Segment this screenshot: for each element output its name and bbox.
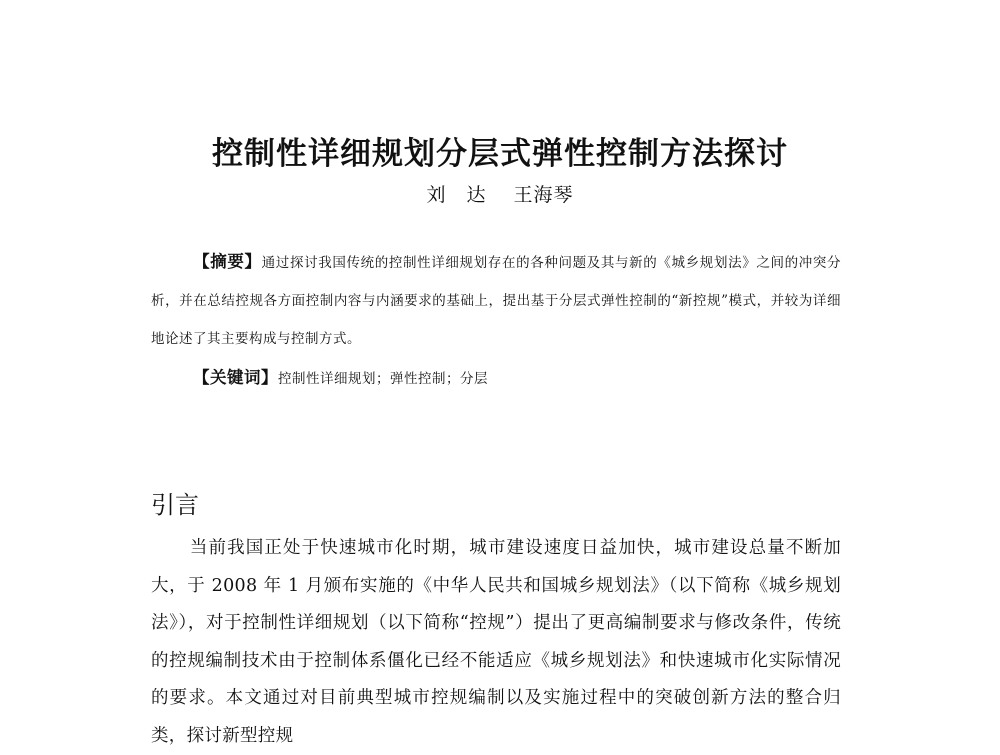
keywords-text: 控制性详细规划；弹性控制；分层 — [278, 371, 488, 387]
abstract-text: 通过探讨我国传统的控制性详细规划存在的各种问题及其与新的《城乡规划法》之间的冲突分析，并在总结控规各方面控制内容与内涵要求的基础上，提出基于分层式弹性控制的“新控规”模式，并较为详细地论述了其主要构成与控制方式。 — [151, 255, 842, 347]
abstract-label: 【摘要】 — [193, 252, 262, 271]
paragraph-text: 当前我国正处于快速城市化时期，城市建设速度日益加快，城市建设总量不断加大，于 2008 年 1 月颁布实施的《中华人民共和国城乡规划法》（以下简称《城乡规划法》），对于控制性详细规划（以下简称“控规”）提出了更高编制要求与修改条件，传统的控规编制技术由于控制体系僵化已经不能适应《城乡规划法》和快速城市化实际情况的要求。本文通过对目前典型城市控规编制以及实施过程中的突破创新方法的整合归类，探讨新型控规 — [151, 538, 841, 746]
paper-title: 控制性详细规划分层式弹性控制方法探讨 — [212, 136, 788, 172]
paper-authors: 刘 达 王海琴 — [426, 184, 574, 206]
section-heading: 引言 — [151, 491, 199, 519]
keywords-label: 【关键词】 — [193, 368, 278, 387]
body-paragraph — [151, 530, 841, 755]
abstract-block — [151, 243, 841, 358]
keywords-block — [193, 359, 488, 398]
